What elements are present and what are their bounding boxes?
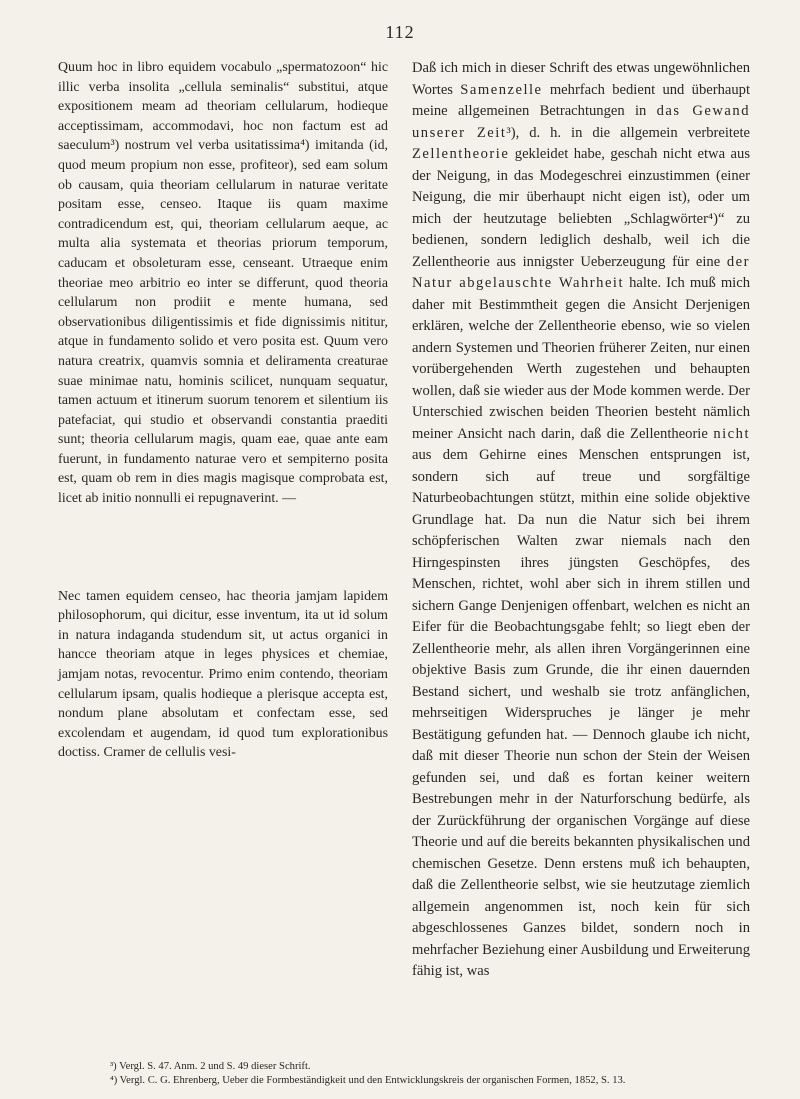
latin-paragraph-1: Quum hoc in libro equidem vocabulo „spermatozoon“ hic illic verba insolita „cellula seminalis“ substitui, atque expositionem meam ad theoriam cellularum, hodieque acceptissimam, accommodavi, hoc non factum est ad saeculum³) nostrum vel verba usitatissima⁴) imitanda (id, quod meum propium non esse, profiteor), sed eam solum ob causam, quia theoriam cellularum in naturae veritate positam esse, censeo. Itaque iis quam maxime contradicendum est, qui, theoriam cellularum aeque, ac multa alia systemata et theorias priorum temporum, caducam et obsoleturam esse, censeant. Utraeque enim theoriae meo arbitrio eo inter se differunt, quod theoria cellularum non prodiit e mente humana, sed observationibus diligentissimis et fide dignissimis nititur, atque in fundamento solido et vero posita est. Quum vero natura creatrix, quamvis somnia et deliramenta creaturae suae minimae natu, hominis scilicet, nunquam sequatur, tamen actuum et itinerum suorum tenorem et silentium iis patefaciat, qui studio et observandi constantia praediti sunt; theoria cellularum magis, quam eae, quae ante eam fuerunt, in fundamento naturae vero et sempiterno posita est, quam ob rem in dies magis magisque comprobata est, licet ab initio nonnulli ei repugnaverint. — [58, 60, 388, 507]
emphasis-nicht: nicht [713, 425, 750, 442]
emphasis-zellentheorie: Zellentheorie [412, 146, 510, 162]
latin-column [58, 58, 388, 763]
footnote-3: ³) Vergl. S. 47. Anm. 2 und S. 49 dieser Schrift. [110, 1061, 311, 1072]
german-text-6: aus dem Gehirne eines Menschen entsprungen ist, sondern sich auf treue und sorgfältige Naturbeobachtungen stützt, mithin eine solide objektive Grundlage hat. Da nun die Natur sich bei ihrem schöpferischen Walten zwar niemals nach den Hirngespinsten ihres jüngsten Geschöpfes, des Menschen, richtet, wohl aber sich in ihrem stillen und sichern Gange Denjenigen offenbart, welchen es nicht an Eifer für die Beobachtungsgabe fehlt; so liegt eben der Zellentheorie mehr, als allen ihren Vorgängerinnen eine objektive Basis zum Grunde, die ihr einen dauernden Bestand sichert, und weshalb sie trotz anfänglichen, mehrseitigen Widerspruches je länger je mehr Bestätigung gefunden hat. — Dennoch glaube ich nicht, daß mit dieser Theorie nun schon der Stein der Weisen gefunden sei, und daß es fortan keiner weitern Bestrebungen mehr in der Naturforschung bedürfe, als der Zurückführung der organischen Vorgänge auf diese Theorie und auf die bereits bekannten physikalischen und chemischen Gesetze. Denn erstens muß ich behaupten, daß die Zellentheorie selbst, wie sie heutzutage ziemlich allgemein angenommen ist, noch kein für sich abgeschlossenes Ganzes bildet, sondern noch in mehrfacher Beziehung einer Ausbildung und Erweiterung fähig ist, was [412, 447, 750, 979]
german-paragraph [412, 58, 750, 983]
german-column [412, 58, 750, 983]
german-text-5: halte. Ich muß mich daher mit Bestimmtheit gegen die Ansicht Derjenigen erklären, welche der Zellentheorie ebenso, wie so vielen andern Systemen und Theorien früherer Zeiten, nur einen vorübergehenden Werth zugestehen und behaupten wollen, daß sie wieder aus der Mode kommen werde. Der Unterschied zwischen beiden Theorien besteht nämlich meiner Ansicht nach darin, daß die Zellentheorie [412, 275, 750, 442]
german-text-2: mehrfach bedient und überhaupt meine allgemeinen Betrachtungen in [412, 81, 750, 119]
german-text-3: ³), d. h. in die allgemein verbreitete [506, 124, 750, 141]
latin-paragraph-2: Nec tamen equidem censeo, hac theoria jamjam lapidem philosophorum, qui dicitur, esse inventum, ita ut id solum in natura indaganda studendum sit, ut actus organici in hancce theoriam atque in leges physices et chemiae, jamjam notas, revocentur. Primo enim contendo, theoriam cellularum ipsam, qualis hodieque a plerisque accepta est, nondum plane absolutam et confectam esse, sed excolendam et augendam, id quod tum explorationibus doctiss. Cramer de cellulis vesi- [58, 588, 388, 761]
german-text-1: Daß ich mich in dieser Schrift des etwas ungewöhnlichen Wortes [412, 60, 750, 98]
emphasis-natur: der Natur abgelauschte Wahrheit [412, 253, 750, 291]
page-number: 112 [385, 22, 415, 42]
footnotes [110, 1060, 770, 1088]
footnote-4: ⁴) Vergl. C. G. Ehrenberg, Ueber die Formbeständigkeit und den Entwicklungskreis der organischen Formen, 1852, S. 13. [110, 1075, 626, 1086]
emphasis-samenzelle: Samenzelle [460, 81, 543, 98]
emphasis-gewand: das Gewand unserer Zeit [412, 103, 751, 141]
german-text-4: gekleidet habe, geschah nicht etwa aus der Neigung, in das Modegeschrei einzustimmen (einer Neigung, die mir überhaupt nicht eigen ist), oder um mich der heutzutage beliebten „Schlagwörter⁴)“ zu bedienen, sondern lediglich deshalb, weil ich die Zellentheorie aus innigster Ueberzeugung für eine [412, 146, 750, 270]
